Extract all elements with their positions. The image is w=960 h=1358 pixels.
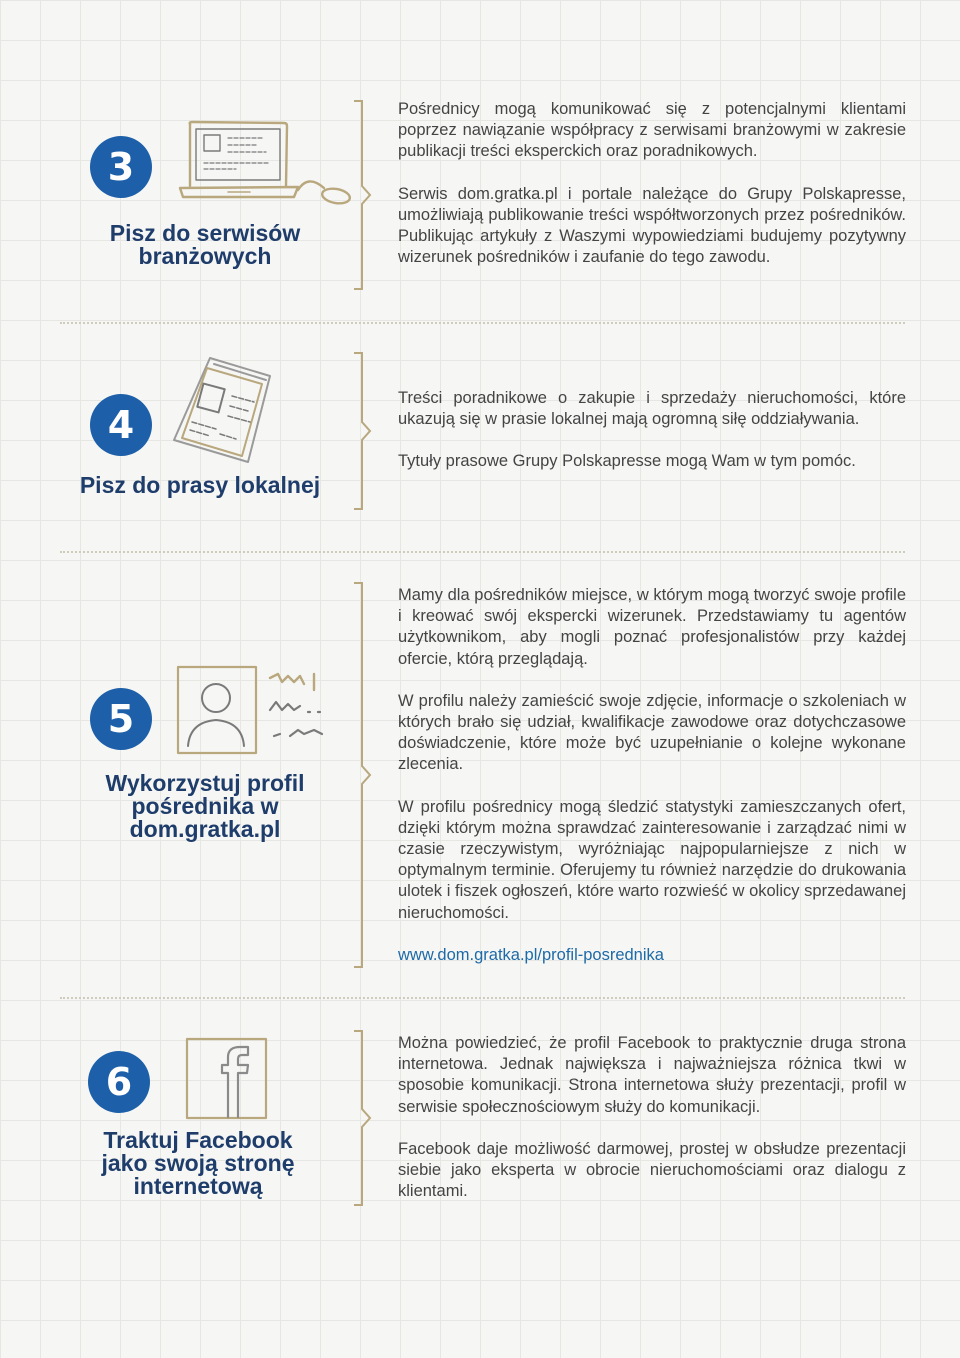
section-number-badge: 4 (90, 394, 152, 456)
section-text (398, 99, 906, 268)
bracket-divider (350, 352, 374, 510)
section-5 (0, 560, 960, 990)
section-title: Pisz do prasy lokalnej (79, 472, 321, 498)
section-number-badge: 6 (88, 1051, 150, 1113)
bracket-divider (350, 100, 374, 290)
paragraph: Facebook daje możliwość darmowej, prostej w obsłudze prezentacji siebie jako eksperta w obrocie nieruchomościami oraz dialogu z klientami. (398, 1139, 906, 1201)
profile-card-icon (174, 664, 330, 756)
paragraph: Można powiedzieć, że profil Facebook to praktycznie druga strona internetowa. Jednak największa i najważniejsza różnica tkwi w sposobie komunikacji. Strona internetowa służy prezentacji, profil w serwisie społecznościowym służy do komunikacji. (398, 1034, 906, 1116)
section-6 (0, 1005, 960, 1245)
paragraph: Serwis dom.gratka.pl i portale należące do Grupy Polskapresse, umożliwiają publikowanie treści współtworzonych przez pośredników. Publikując artykuły z Waszymi wypowiedziami budujemy pozytywny wizerunek pośredników i zaufanie do tego zawodu. (398, 184, 906, 267)
paragraph: Treści poradnikowe o zakupie i sprzedaży nieruchomości, które ukazują się w prasie lokalnej mają ogromną siłę oddziaływania. (398, 389, 906, 429)
section-number-badge: 5 (90, 688, 152, 750)
paragraph: Mamy dla pośredników miejsce, w którym mogą tworzyć swoje profile i kreować swój ekspercki wizerunek. Przedstawiamy tu agentów użytkownikom, aby mogli poznać profesjonalistów przy każdej ofercie, którą przeglądają. (398, 586, 906, 668)
section-text (398, 1033, 906, 1202)
section-divider (60, 551, 905, 553)
section-divider (60, 322, 905, 324)
section-number-badge: 3 (90, 136, 152, 198)
section-text (398, 585, 906, 966)
paragraph: W profilu należy zamieścić swoje zdjęcie, informacje o szkoleniach w których brało się udział, kwalifikacje zawodowe oraz dotychczasowe doświadczenie, które może być uzupełnianie o kolejne wykonane zlecenia. (398, 691, 906, 774)
paragraph: W profilu pośrednicy mogą śledzić statystyki zamieszczanych ofert, dzięki którym można sprawdzać zainteresowanie i zarządzać nimi w czasie rzeczywistym, wyróżniając najpopularniejsze z nich w optymalnym terminie. Oferujemy tu również narzędzie do drukowania ulotek i fiszek ogłoszeń, które warto rozwieść w okolicy sprzedawanej nieruchomości. (398, 797, 906, 922)
facebook-icon (184, 1035, 270, 1121)
bracket-divider (350, 1030, 374, 1206)
bracket-divider (350, 582, 374, 968)
section-3 (0, 0, 960, 320)
section-4 (0, 330, 960, 550)
section-divider (60, 997, 905, 999)
section-title: Pisz do serwisów branżowych (109, 220, 301, 269)
section-title: Wykorzystuj profil pośrednika w dom.gratka.pl (105, 770, 305, 842)
newspaper-icon (170, 354, 274, 466)
paragraph: Tytuły prasowe Grupy Polskapresse mogą Wam w tym pomóc. (398, 452, 856, 471)
paragraph: Pośrednicy mogą komunikować się z potencjalnymi klientami poprzez nawiązanie współpracy z serwisami branżowymi w zakresie publikacji treści eksperckich oraz poradnikowych. (398, 100, 906, 161)
laptop-icon (176, 118, 354, 210)
profile-link[interactable]: www.dom.gratka.pl/profil-posrednika (398, 945, 664, 964)
section-text (398, 388, 906, 473)
section-title: Traktuj Facebook jako swoją stronę internetową (101, 1127, 295, 1199)
